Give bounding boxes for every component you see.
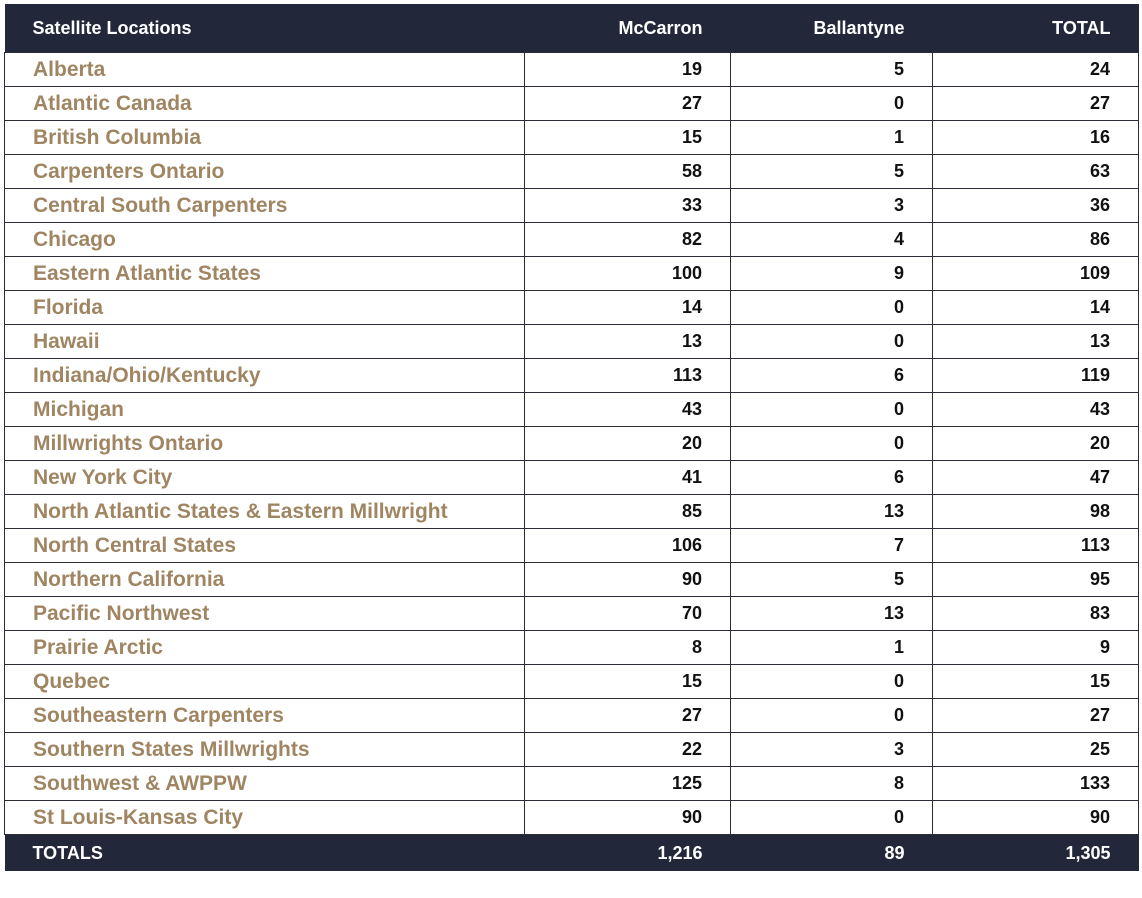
cell-ballantyne: 1 <box>731 121 933 155</box>
cell-total: 86 <box>933 223 1139 257</box>
cell-total: 63 <box>933 155 1139 189</box>
cell-mccarron: 90 <box>525 801 731 835</box>
cell-ballantyne: 0 <box>731 325 933 359</box>
cell-total: 9 <box>933 631 1139 665</box>
table-row <box>5 665 1139 699</box>
cell-mccarron: 33 <box>525 189 731 223</box>
cell-ballantyne: 0 <box>731 427 933 461</box>
header-row <box>5 4 1139 53</box>
totals-label: TOTALS <box>32 842 103 863</box>
table-row <box>5 767 1139 801</box>
cell-location: Chicago <box>5 223 525 257</box>
cell-location: Southeastern Carpenters <box>5 699 525 733</box>
cell-ballantyne: 3 <box>731 733 933 767</box>
cell-mccarron: 13 <box>525 325 731 359</box>
header-ballantyne: Ballantyne <box>813 17 905 38</box>
cell-ballantyne: 0 <box>731 291 933 325</box>
table-header <box>5 4 1139 53</box>
totals-total: 1,305 <box>1065 842 1111 863</box>
cell-total: 27 <box>933 87 1139 121</box>
cell-location: Pacific Northwest <box>5 597 525 631</box>
cell-mccarron: 43 <box>525 393 731 427</box>
cell-total: 109 <box>933 257 1139 291</box>
cell-location: Eastern Atlantic States <box>5 257 525 291</box>
table-body <box>5 53 1139 835</box>
cell-ballantyne: 5 <box>731 155 933 189</box>
cell-total: 95 <box>933 563 1139 597</box>
cell-location: New York City <box>5 461 525 495</box>
cell-mccarron: 70 <box>525 597 731 631</box>
cell-mccarron: 15 <box>525 665 731 699</box>
cell-location: Southern States Millwrights <box>5 733 525 767</box>
cell-total: 119 <box>933 359 1139 393</box>
cell-ballantyne: 13 <box>731 495 933 529</box>
cell-mccarron: 41 <box>525 461 731 495</box>
totals-row <box>5 835 1139 872</box>
cell-mccarron: 82 <box>525 223 731 257</box>
cell-ballantyne: 0 <box>731 665 933 699</box>
cell-total: 14 <box>933 291 1139 325</box>
cell-total: 25 <box>933 733 1139 767</box>
satellite-locations-table <box>4 4 1139 871</box>
table-row <box>5 801 1139 835</box>
table-footer <box>5 835 1139 872</box>
cell-location: North Central States <box>5 529 525 563</box>
table-row <box>5 529 1139 563</box>
cell-total: 90 <box>933 801 1139 835</box>
table-row <box>5 87 1139 121</box>
cell-ballantyne: 1 <box>731 631 933 665</box>
cell-ballantyne: 5 <box>731 53 933 87</box>
cell-mccarron: 58 <box>525 155 731 189</box>
cell-total: 16 <box>933 121 1139 155</box>
table-row <box>5 699 1139 733</box>
cell-total: 20 <box>933 427 1139 461</box>
cell-location: Southwest & AWPPW <box>5 767 525 801</box>
cell-location: St Louis-Kansas City <box>5 801 525 835</box>
totals-mccarron: 1,216 <box>657 842 703 863</box>
cell-location: Prairie Arctic <box>5 631 525 665</box>
cell-location: Quebec <box>5 665 525 699</box>
cell-location: Indiana/Ohio/Kentucky <box>5 359 525 393</box>
cell-location: Central South Carpenters <box>5 189 525 223</box>
table-row <box>5 53 1139 87</box>
cell-mccarron: 90 <box>525 563 731 597</box>
cell-mccarron: 19 <box>525 53 731 87</box>
cell-total: 13 <box>933 325 1139 359</box>
cell-mccarron: 113 <box>525 359 731 393</box>
header-mccarron: McCarron <box>618 17 703 38</box>
table-row <box>5 359 1139 393</box>
cell-ballantyne: 5 <box>731 563 933 597</box>
cell-total: 36 <box>933 189 1139 223</box>
cell-ballantyne: 8 <box>731 767 933 801</box>
table-row <box>5 121 1139 155</box>
table-row <box>5 155 1139 189</box>
cell-total: 83 <box>933 597 1139 631</box>
cell-total: 43 <box>933 393 1139 427</box>
table-row <box>5 189 1139 223</box>
cell-ballantyne: 13 <box>731 597 933 631</box>
table-row <box>5 291 1139 325</box>
cell-mccarron: 15 <box>525 121 731 155</box>
cell-mccarron: 100 <box>525 257 731 291</box>
cell-location: Alberta <box>5 53 525 87</box>
cell-ballantyne: 0 <box>731 393 933 427</box>
table-row <box>5 597 1139 631</box>
cell-total: 113 <box>933 529 1139 563</box>
header-satellite-locations: Satellite Locations <box>32 17 192 38</box>
cell-ballantyne: 7 <box>731 529 933 563</box>
totals-ballantyne: 89 <box>884 842 905 863</box>
cell-location: North Atlantic States & Eastern Millwright <box>5 495 525 529</box>
cell-mccarron: 14 <box>525 291 731 325</box>
cell-mccarron: 8 <box>525 631 731 665</box>
table-row <box>5 563 1139 597</box>
table-row <box>5 393 1139 427</box>
table-row <box>5 495 1139 529</box>
cell-ballantyne: 6 <box>731 359 933 393</box>
cell-location: Atlantic Canada <box>5 87 525 121</box>
cell-total: 27 <box>933 699 1139 733</box>
cell-ballantyne: 4 <box>731 223 933 257</box>
cell-ballantyne: 6 <box>731 461 933 495</box>
header-total: TOTAL <box>1052 17 1111 38</box>
satellite-locations-table-container <box>4 4 1138 894</box>
cell-location: Florida <box>5 291 525 325</box>
table-row <box>5 461 1139 495</box>
cell-location: British Columbia <box>5 121 525 155</box>
cell-ballantyne: 9 <box>731 257 933 291</box>
cell-total: 98 <box>933 495 1139 529</box>
cell-mccarron: 27 <box>525 699 731 733</box>
cell-mccarron: 27 <box>525 87 731 121</box>
cell-ballantyne: 0 <box>731 699 933 733</box>
cell-location: Carpenters Ontario <box>5 155 525 189</box>
table-row <box>5 257 1139 291</box>
cell-mccarron: 125 <box>525 767 731 801</box>
cell-total: 47 <box>933 461 1139 495</box>
cell-mccarron: 20 <box>525 427 731 461</box>
table-row <box>5 427 1139 461</box>
cell-location: Northern California <box>5 563 525 597</box>
cell-mccarron: 106 <box>525 529 731 563</box>
cell-mccarron: 85 <box>525 495 731 529</box>
table-row <box>5 223 1139 257</box>
cell-mccarron: 22 <box>525 733 731 767</box>
cell-location: Hawaii <box>5 325 525 359</box>
cell-total: 133 <box>933 767 1139 801</box>
table-row <box>5 631 1139 665</box>
cell-location: Michigan <box>5 393 525 427</box>
cell-ballantyne: 3 <box>731 189 933 223</box>
cell-ballantyne: 0 <box>731 801 933 835</box>
cell-total: 24 <box>933 53 1139 87</box>
table-row <box>5 325 1139 359</box>
cell-total: 15 <box>933 665 1139 699</box>
cell-location: Millwrights Ontario <box>5 427 525 461</box>
cell-ballantyne: 0 <box>731 87 933 121</box>
table-row <box>5 733 1139 767</box>
